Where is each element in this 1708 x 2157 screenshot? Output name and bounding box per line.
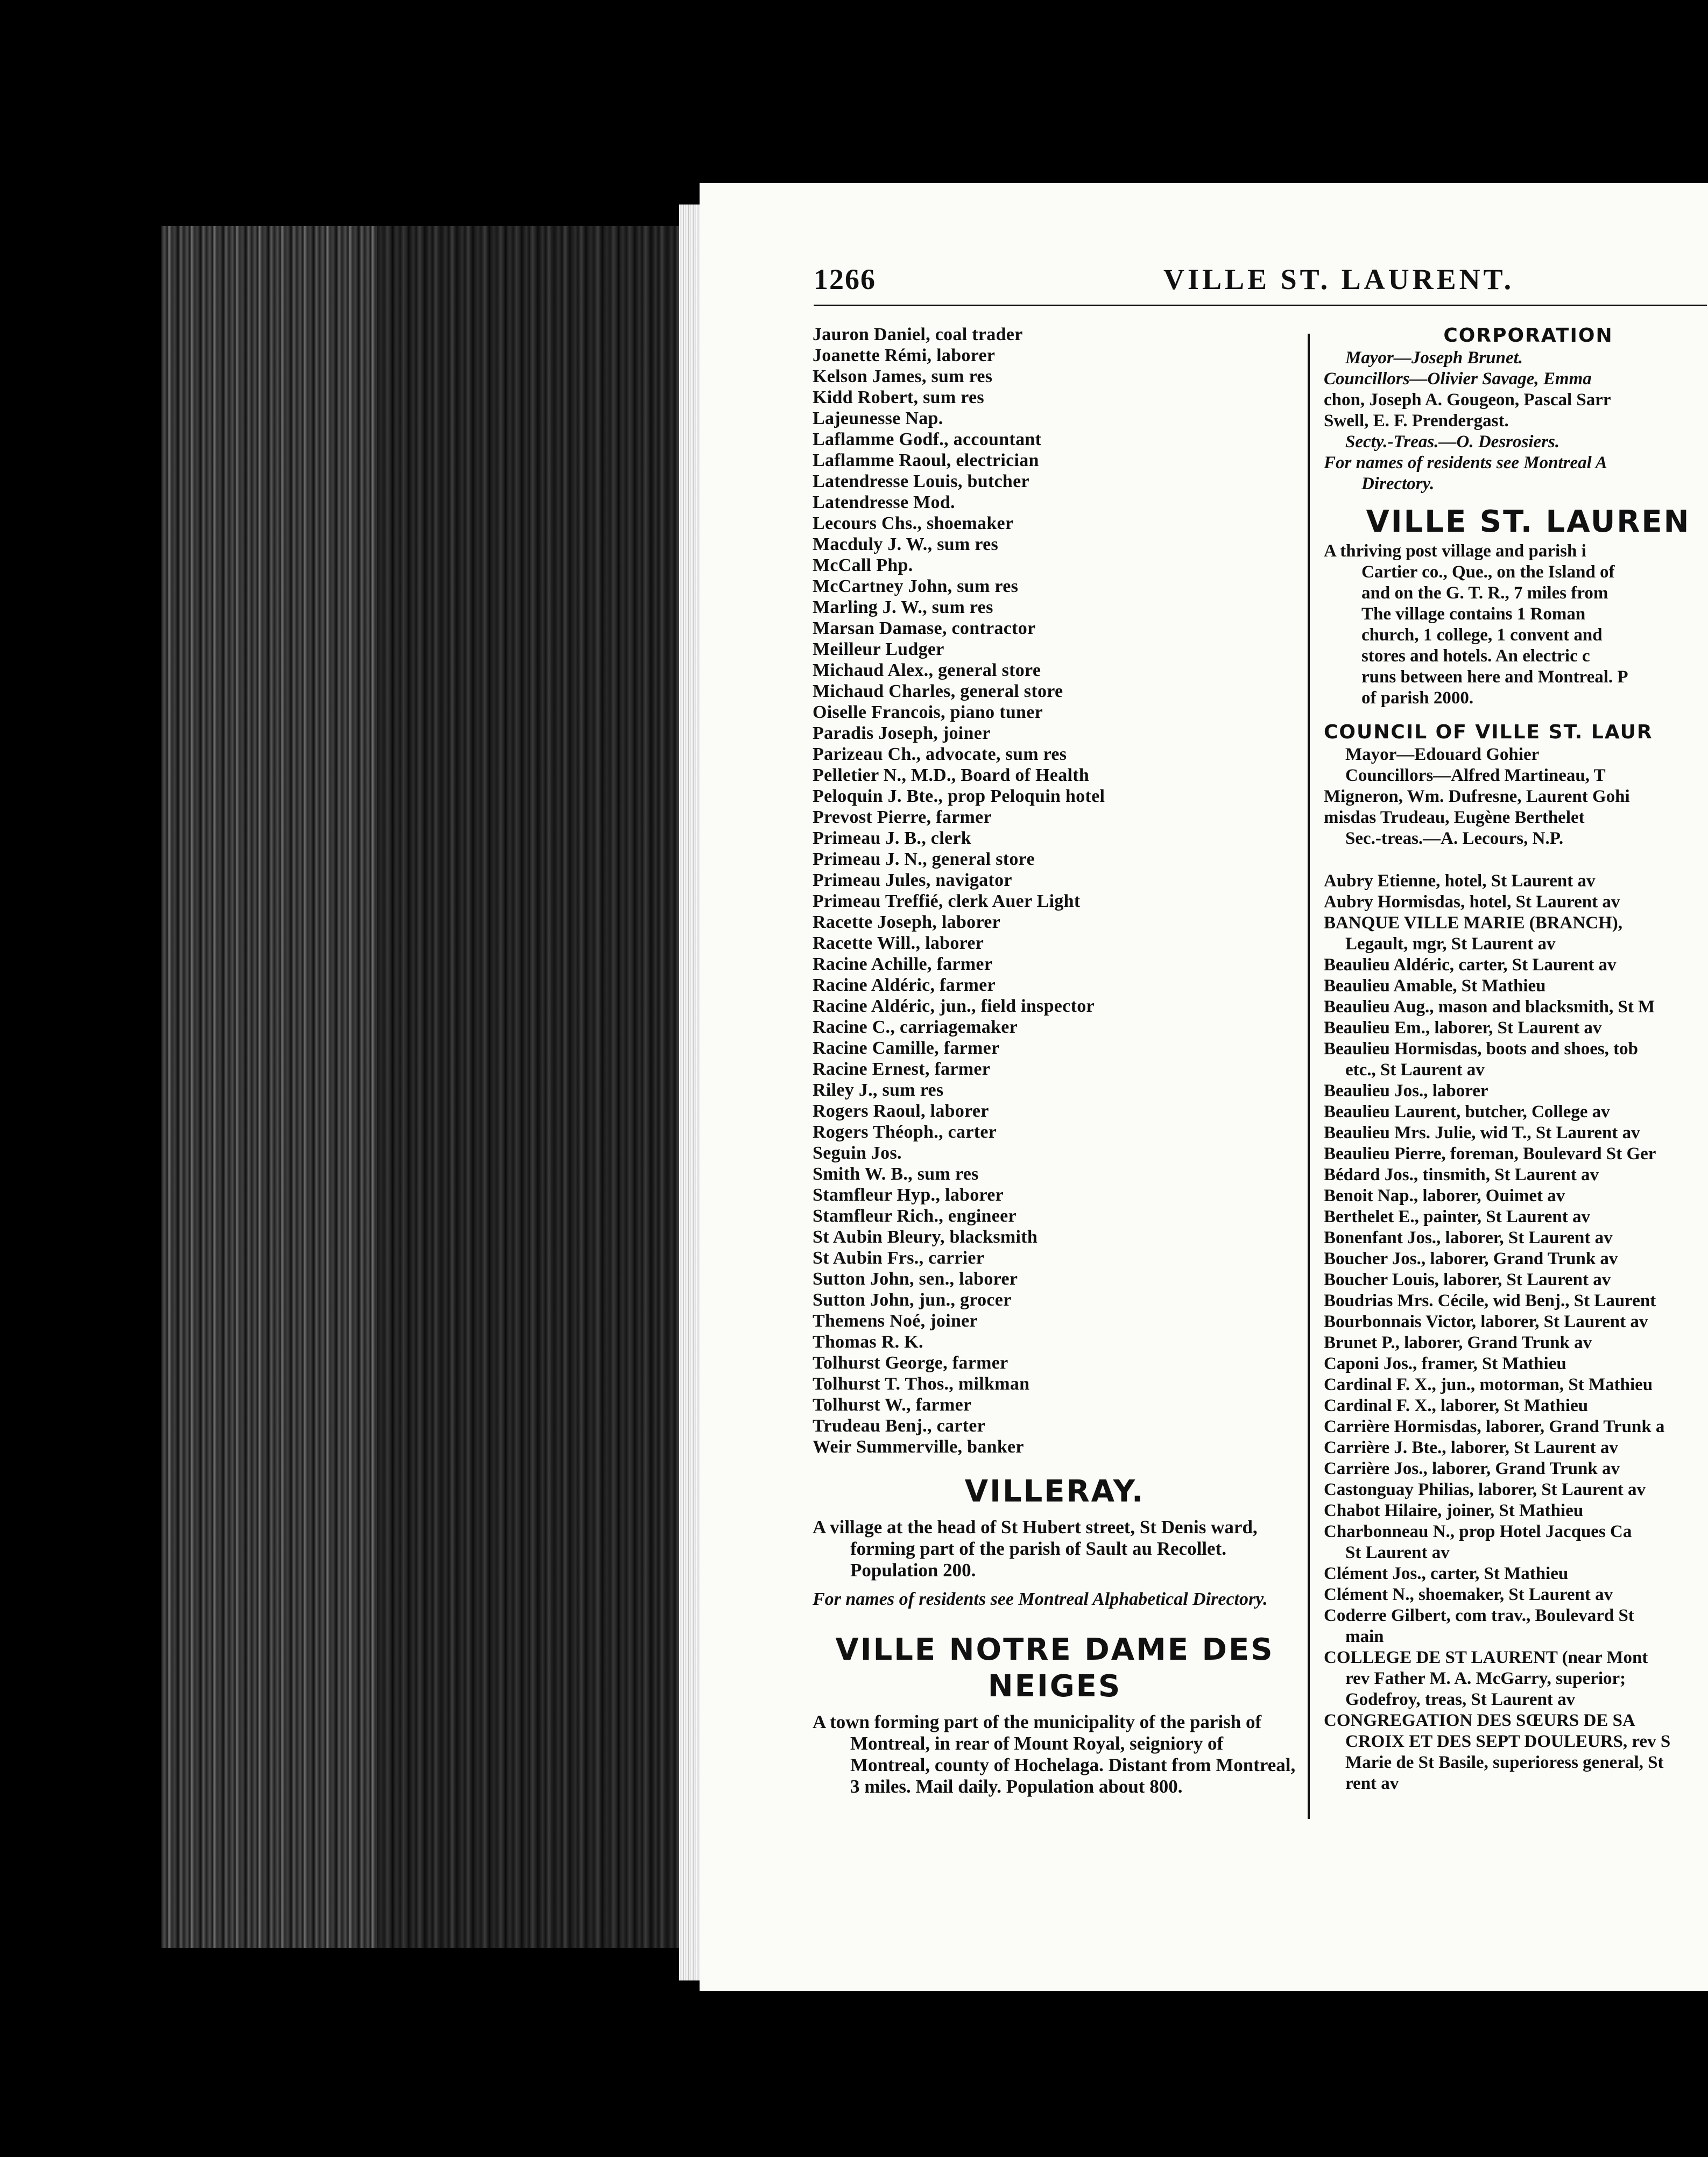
directory-entry: Marling J. W., sum res [813,597,993,617]
corporation-line: Mayor—Joseph Brunet. [1345,348,1523,368]
council-heading: COUNCIL OF VILLE ST. LAUR [1324,721,1653,743]
st-laurent-line: runs between here and Montreal. P [1361,667,1628,687]
directory-entry: Stamfleur Hyp., laborer [813,1185,1004,1205]
directory-entry: Michaud Charles, general store [813,681,1063,701]
directory-entry: Carrière Jos., laborer, Grand Trunk av [1324,1459,1620,1478]
directory-entry: CONGREGATION DES SŒURS DE SA [1324,1711,1635,1730]
council-line: Migneron, Wm. Dufresne, Laurent Gohi [1324,787,1630,806]
directory-entry: Coderre Gilbert, com trav., Boulevard St [1324,1606,1634,1625]
directory-entry: Racine Aldéric, farmer [813,975,996,995]
column-rule [1308,334,1310,1819]
directory-entry: Berthelet E., painter, St Laurent av [1324,1207,1590,1226]
directory-entry: Legault, mgr, St Laurent av [1345,934,1556,954]
directory-entry: BANQUE VILLE MARIE (BRANCH), [1324,913,1622,933]
directory-entry: Oiselle Francois, piano tuner [813,702,1043,722]
directory-entry: Beaulieu Em., laborer, St Laurent av [1324,1018,1602,1038]
directory-entry: Aubry Etienne, hotel, St Laurent av [1324,871,1596,891]
council-line: Councillors—Alfred Martineau, T [1345,766,1606,785]
directory-entry: Racine Ernest, farmer [813,1059,991,1079]
right-column [1324,324,1708,1794]
directory-entry: Thomas R. K. [813,1332,923,1352]
directory-entry: Chabot Hilaire, joiner, St Mathieu [1324,1501,1584,1520]
directory-entry: Castonguay Philias, laborer, St Laurent av [1324,1480,1646,1499]
directory-entry: Stamfleur Rich., engineer [813,1206,1017,1226]
directory-entry: Racine Camille, farmer [813,1038,1000,1058]
directory-entry: Bédard Jos., tinsmith, St Laurent av [1324,1165,1599,1185]
directory-entry: Carrière J. Bte., laborer, St Laurent av [1324,1438,1618,1457]
directory-entry: Rogers Théoph., carter [813,1122,997,1142]
directory-entry: McCall Php. [813,555,913,575]
directory-entry: Bourbonnais Victor, laborer, St Laurent av [1324,1312,1648,1331]
directory-entry: Beaulieu Mrs. Julie, wid T., St Laurent av [1324,1123,1640,1143]
directory-entry: Boucher Louis, laborer, St Laurent av [1324,1270,1611,1289]
directory-entry: Primeau Treffié, clerk Auer Light [813,891,1081,911]
directory-entry: CROIX ET DES SEPT DOULEURS, rev S [1345,1732,1671,1751]
directory-entry: Charbonneau N., prop Hotel Jacques Ca [1324,1522,1632,1541]
directory-entry: Racette Joseph, laborer [813,912,1001,932]
directory-entry: Clément Jos., carter, St Mathieu [1324,1564,1569,1583]
directory-entry: Beaulieu Aldéric, carter, St Laurent av [1324,955,1617,975]
directory-entry: Primeau J. N., general store [813,849,1035,869]
directory-entry: Beaulieu Laurent, butcher, College av [1324,1102,1610,1122]
corporation-line: Councillors—Olivier Savage, Emma [1324,369,1592,389]
directory-entry: Peloquin J. Bte., prop Peloquin hotel [813,786,1105,806]
directory-entry: Caponi Jos., framer, St Mathieu [1324,1354,1566,1373]
book-spine [377,226,726,1948]
directory-entry: Meilleur Ludger [813,639,944,659]
st-laurent-title: VILLE ST. LAUREN [1366,504,1691,539]
directory-entry: Cardinal F. X., jun., motorman, St Mathieu [1324,1375,1653,1394]
directory-entry: Clément N., shoemaker, St Laurent av [1324,1585,1613,1604]
page-number: 1266 [814,263,876,295]
directory-entry: rev Father M. A. McGarry, superior; [1345,1669,1626,1688]
directory-entry: Kidd Robert, sum res [813,387,984,407]
directory-entry: main [1345,1627,1384,1646]
st-laurent-line: Cartier co., Que., on the Island of [1361,562,1615,582]
resident-list-right [1324,871,1708,1794]
villeray-description: A village at the head of St Hubert street, St Denis ward, forming part of the parish of Sault au Recollet. Population 200. [813,1517,1258,1581]
directory-entry: Tolhurst T. Thos., milkman [813,1374,1030,1394]
corporation-heading: CORPORATION [1443,325,1613,347]
directory-entry: Sutton John, jun., grocer [813,1290,1012,1310]
notre-dame-title [813,1632,1297,1705]
spacer [1324,849,1708,871]
directory-entry: Riley J., sum res [813,1080,944,1100]
directory-entry: Beaulieu Pierre, foreman, Boulevard St Ger [1324,1144,1656,1164]
council-line: misdas Trudeau, Eugène Berthelet [1324,808,1585,827]
directory-entry: Racette Will., laborer [813,933,984,953]
directory-entry: Godefroy, treas, St Laurent av [1345,1690,1576,1709]
directory-entry: Rogers Raoul, laborer [813,1101,989,1121]
directory-entry: Benoit Nap., laborer, Ouimet av [1324,1186,1565,1206]
directory-entry: St Aubin Bleury, blacksmith [813,1227,1038,1247]
directory-entry: Primeau Jules, navigator [813,870,1012,890]
directory-entry: Racine Aldéric, jun., field inspector [813,996,1095,1016]
directory-entry: Laflamme Raoul, electrician [813,450,1039,470]
st-laurent-line: The village contains 1 Roman [1361,604,1586,624]
directory-entry: Kelson James, sum res [813,366,993,386]
directory-entry: Lecours Chs., shoemaker [813,513,1014,533]
directory-entry: Paradis Joseph, joiner [813,723,991,743]
directory-entry: Lajeunesse Nap. [813,408,943,428]
directory-entry: Tolhurst W., farmer [813,1395,972,1415]
directory-entry: Weir Summerville, banker [813,1437,1024,1457]
left-column [813,324,1297,1798]
st-laurent-line: church, 1 college, 1 convent and [1361,625,1603,645]
corporation-block [1324,348,1708,495]
directory-entry: Pelletier N., M.D., Board of Health [813,765,1090,785]
directory-entry: Brunet P., laborer, Grand Trunk av [1324,1333,1592,1352]
directory-entry: Michaud Alex., general store [813,660,1041,680]
directory-entry: Beaulieu Amable, St Mathieu [1324,976,1546,996]
directory-entry: Marie de St Basile, superioress general, St [1345,1753,1664,1772]
directory-entry: Tolhurst George, farmer [813,1353,1008,1373]
directory-entry: Latendresse Louis, butcher [813,471,1029,491]
running-title: VILLE ST. LAURENT. [1163,263,1515,295]
directory-entry: Seguin Jos. [813,1143,902,1163]
directory-entry: Joanette Rémi, laborer [813,346,996,365]
directory-entry: Trudeau Benj., carter [813,1416,986,1436]
corporation-line: Secty.-Treas.—O. Desrosiers. [1345,432,1560,452]
directory-entry: Aubry Hormisdas, hotel, St Laurent av [1324,892,1620,912]
directory-entry: Prevost Pierre, farmer [813,807,992,827]
directory-entry: McCartney John, sum res [813,576,1019,596]
st-laurent-line: and on the G. T. R., 7 miles from [1361,583,1608,603]
directory-entry: Marsan Damase, contractor [813,618,1036,638]
st-laurent-line: of parish 2000. [1361,688,1474,708]
directory-entry: Latendresse Mod. [813,492,955,512]
resident-list-left [813,324,1297,1457]
directory-entry: Boudrias Mrs. Cécile, wid Benj., St Laurent [1324,1291,1656,1310]
council-block [1324,744,1708,849]
directory-entry: Bonenfant Jos., laborer, St Laurent av [1324,1228,1613,1247]
directory-entry: Beaulieu Hormisdas, boots and shoes, tob [1324,1039,1639,1059]
directory-entry: Boucher Jos., laborer, Grand Trunk av [1324,1249,1618,1268]
corporation-line: Swell, E. F. Prendergast. [1324,411,1509,431]
directory-entry: Carrière Hormisdas, laborer, Grand Trunk a [1324,1417,1665,1436]
directory-entry: St Laurent av [1345,1543,1450,1562]
directory-entry: Primeau J. B., clerk [813,828,971,848]
directory-entry: Cardinal F. X., laborer, St Mathieu [1324,1396,1589,1415]
directory-entry: Macduly J. W., sum res [813,534,999,554]
directory-entry: Laflamme Godf., accountant [813,429,1042,449]
directory-entry: rent av [1345,1774,1399,1793]
corporation-line: For names of residents see Montreal A [1324,453,1607,473]
notre-dame-description: A town forming part of the municipality of the parish of Montreal, in rear of Mount Royal, seigniory of Montreal, county of Hochelaga. Distant from Montreal, 3 miles. Mail daily. Population about 800. [813,1711,1296,1797]
directory-entry: COLLEGE DE ST LAURENT (near Mont [1324,1648,1648,1667]
st-laurent-description [1324,541,1708,709]
directory-entry: Smith W. B., sum res [813,1164,979,1184]
villeray-note: For names of residents see Montreal Alphabetical Directory. [813,1589,1268,1609]
directory-page [700,183,1708,1991]
council-line: Sec.-treas.—A. Lecours, N.P. [1345,829,1564,848]
page-header [814,263,1685,300]
villeray-title: VILLERAY. [964,1474,1145,1509]
directory-entry: Parizeau Ch., advocate, sum res [813,744,1067,764]
directory-entry: Racine Achille, farmer [813,954,993,974]
directory-entry: Beaulieu Jos., laborer [1324,1081,1488,1101]
corporation-line: chon, Joseph A. Gougeon, Pascal Sarr [1324,390,1611,410]
council-line: Mayor—Edouard Gohier [1345,745,1540,764]
directory-entry: Themens Noé, joiner [813,1311,978,1331]
directory-entry: Jauron Daniel, coal trader [813,325,1023,344]
directory-entry: Racine C., carriagemaker [813,1017,1018,1037]
directory-entry: Beaulieu Aug., mason and blacksmith, St M [1324,997,1655,1017]
st-laurent-line: A thriving post village and parish i [1324,541,1586,561]
notre-dame-title-line2: NEIGES [987,1669,1122,1704]
directory-entry: Sutton John, sen., laborer [813,1269,1018,1289]
notre-dame-title-line1: VILLE NOTRE DAME DES [835,1632,1274,1667]
corporation-line: Directory. [1361,474,1435,494]
directory-entry: St Aubin Frs., carrier [813,1248,985,1268]
directory-entry: etc., St Laurent av [1345,1060,1485,1080]
header-rule [814,305,1707,306]
st-laurent-line: stores and hotels. An electric c [1361,646,1590,666]
